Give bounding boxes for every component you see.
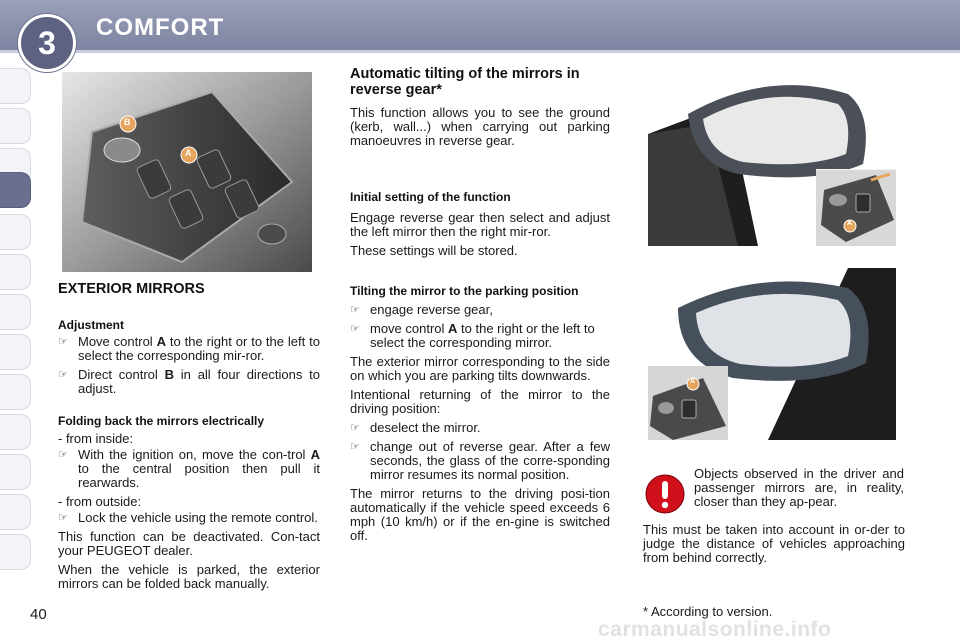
header-divider [0, 50, 960, 53]
chapter-tab[interactable] [0, 414, 31, 450]
right-mirror-control-inset [648, 366, 728, 440]
warning-text: Objects observed in the driver and passenger mirrors are, in reality, closer than they ap-pear. [694, 466, 904, 509]
door-controls-photo [62, 72, 312, 272]
chapter-tab[interactable] [0, 108, 31, 144]
intro-text: This function allows you to see the ground (kerb, wall...) when carrying out parking manoeuvres in reverse gear. [350, 105, 610, 148]
tilt-text: The exterior mirror corresponding to the side on which you are parking tilts downwards. [350, 354, 610, 383]
chapter-tab[interactable] [0, 68, 31, 104]
label-a: A [185, 148, 192, 158]
outside-item: ☞ Lock the vehicle using the remote control. [58, 510, 318, 525]
bullet-icon: ☞ [58, 336, 68, 348]
footnote: * According to version. [643, 604, 773, 619]
return-text: Intentional returning of the mirror to the driving position: [350, 387, 610, 416]
from-inside-label: - from inside: [58, 431, 134, 446]
parked-text: When the vehicle is parked, the exterior mirrors can be folded back manually. [58, 562, 320, 591]
return-item-2: ☞ change out of reverse gear. After a few seconds, the glass of the corre-sponding mirror resumes its normal position. [350, 439, 610, 482]
folding-heading: Folding back the mirrors electrically [58, 414, 265, 428]
label-b: B [124, 117, 131, 127]
bullet-icon: ☞ [350, 441, 360, 453]
chapter-tab[interactable] [0, 214, 31, 250]
tilt-item-1: ☞ engage reverse gear, [350, 302, 493, 317]
chapter-tab[interactable] [0, 534, 31, 570]
watermark: carmanualsonline.info [598, 618, 832, 641]
adjustment-heading: Adjustment [58, 318, 124, 332]
bullet-icon: ☞ [350, 323, 360, 335]
bullet-icon: ☞ [58, 369, 68, 381]
adjust-item-2: ☞ Direct control B in all four directions to adjust. [58, 367, 320, 396]
bullet-icon: ☞ [350, 304, 360, 316]
chapter-tab[interactable] [0, 494, 31, 530]
warning-rest-text: This must be taken into account in or-der to judge the distance of vehicles approaching from behind correctly. [643, 522, 905, 565]
bullet-icon: ☞ [350, 422, 360, 434]
left-mirror-photo [648, 74, 896, 246]
from-outside-label: - from outside: [58, 494, 142, 509]
inset-label-a: A [847, 220, 853, 227]
warning-icon [645, 474, 685, 519]
section-title: EXTERIOR MIRRORS [58, 281, 205, 297]
bullet-icon: ☞ [58, 449, 68, 461]
chapter-tab[interactable] [0, 374, 31, 410]
chapter-tab[interactable] [0, 454, 31, 490]
right-mirror-photo [648, 268, 896, 440]
initial-text: Engage reverse gear then select and adjust the left mirror then the right mir-ror. [350, 210, 610, 239]
page-number: 40 [30, 606, 47, 623]
inside-item: ☞ With the ignition on, move the con-trol A to the central position then pull it rearwards. [58, 447, 320, 490]
auto-return-text: The mirror returns to the driving posi-tion automatically if the vehicle speed exceeds 6 mph (10 km/h) or if the en-gine is switched off. [350, 486, 610, 543]
left-mirror-control-inset [816, 170, 896, 246]
tilting-heading: Tilting the mirror to the parking position [350, 284, 579, 298]
deactivate-text: This function can be deactivated. Con-tact your PEUGEOT dealer. [58, 529, 320, 558]
tilt-item-2: ☞ move control A to the right or the left to select the corresponding mirror. [350, 321, 595, 350]
inset-label-a: A [690, 378, 696, 385]
chapter-tab[interactable] [0, 254, 31, 290]
stored-text: These settings will be stored. [350, 243, 518, 258]
return-item-1: ☞ deselect the mirror. [350, 420, 481, 435]
chapter-tab-active[interactable] [0, 172, 31, 208]
adjust-item-1: ☞ Move control A to the right or to the left to select the corresponding mir-ror. [58, 334, 320, 363]
initial-heading: Initial setting of the function [350, 190, 511, 204]
middle-column [350, 66, 610, 548]
tilting-title: Automatic tilting of the mirrors in reverse gear* [350, 66, 580, 98]
chapter-tab[interactable] [0, 294, 31, 330]
chapter-tab[interactable] [0, 334, 31, 370]
chapter-title: COMFORT [96, 14, 225, 41]
left-column [58, 281, 320, 596]
chapter-number-badge: 3 [18, 14, 76, 72]
bullet-icon: ☞ [58, 512, 68, 524]
